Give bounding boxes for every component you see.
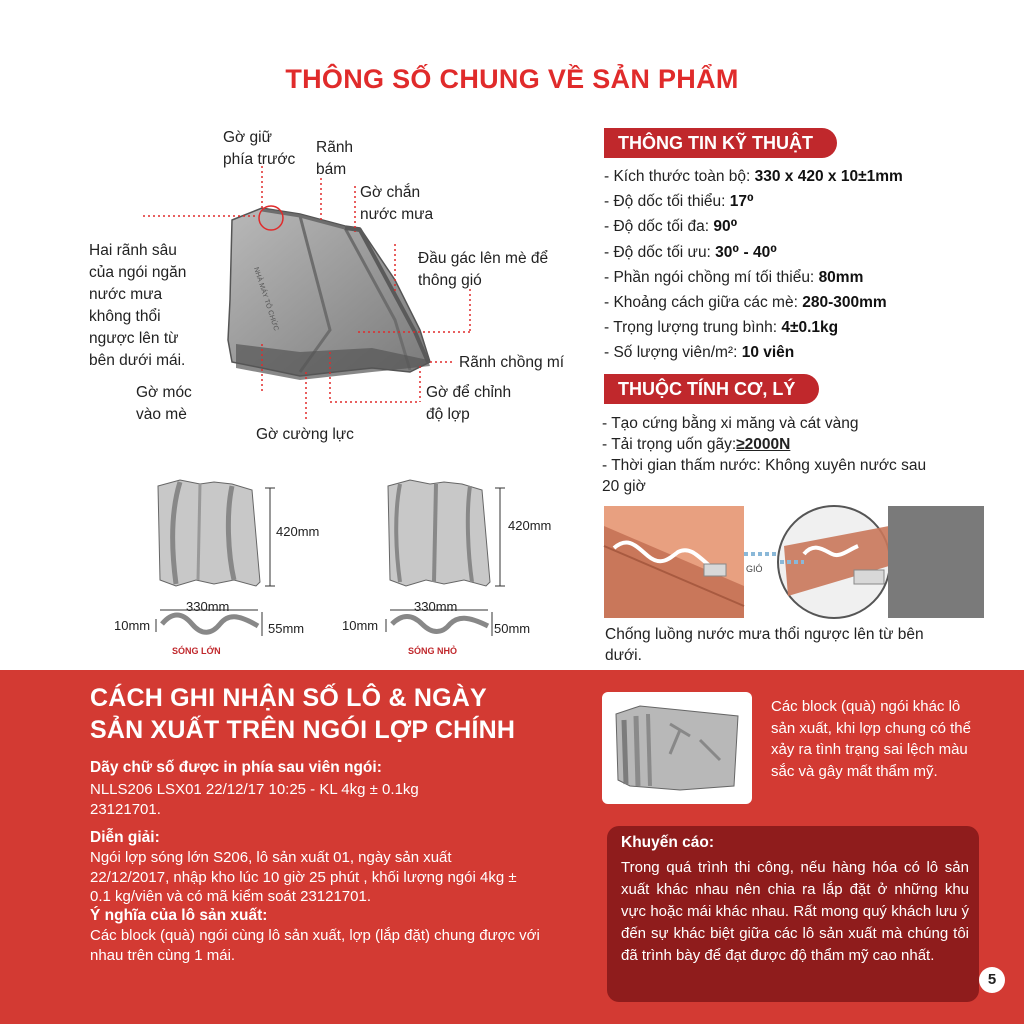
- dim-large-left: 10mm: [114, 618, 151, 633]
- prop-item: - Thời gian thấm nước: Không xuyên nước sau 20 giờ: [602, 457, 927, 495]
- spec-value: 17⁰: [729, 193, 754, 211]
- callout-line: vào mè: [136, 406, 187, 423]
- callout-go-moc: [136, 382, 192, 426]
- dim-small-right: 50mm: [494, 621, 531, 636]
- dim-large-name: SÓNG LỚN: [172, 646, 221, 656]
- callout-line: Đầu gác lên mè để: [418, 250, 549, 267]
- dim-large-right: 55mm: [268, 621, 305, 636]
- spec-value: 80mm: [818, 268, 864, 286]
- page-title: THÔNG SỐ CHUNG VỀ SẢN PHẨM: [285, 64, 739, 94]
- callout-line: nước mưa: [89, 286, 163, 303]
- prop-value: ≥2000N: [736, 436, 791, 453]
- callout-go-cuong-luc: Gờ cường lực: [256, 426, 354, 443]
- callout-dau-gac: [418, 248, 548, 292]
- advice-box: [607, 826, 979, 1002]
- spec-value: 330 x 420 x 10±1mm: [754, 168, 903, 185]
- spec-value: 90⁰: [713, 218, 738, 236]
- callout-line: phía trước: [223, 151, 296, 168]
- callout-line: nước mưa: [360, 206, 434, 223]
- lot-title-line: SẢN XUẤT TRÊN NGÓI LỢP CHÍNH: [90, 716, 516, 744]
- callout-line: bên dưới mái.: [89, 352, 186, 369]
- prop-item: [602, 434, 932, 455]
- svg-text:NHÀ MÁY TÔ CHỨC: NHÀ MÁY TÔ CHỨC: [252, 266, 280, 332]
- spec-label: - Số lượng viên/m²:: [604, 344, 742, 362]
- lot-title-line: CÁCH GHI NHẬN SỐ LÔ & NGÀY: [90, 684, 487, 712]
- callout-line: Gờ để chỉnh: [426, 384, 512, 401]
- sub-heading-printed: Dãy chữ số được in phía sau viên ngói:: [90, 759, 382, 776]
- spec-item: [604, 265, 903, 290]
- callout-line: Gờ móc: [136, 384, 192, 401]
- callout-line: của ngói ngăn: [89, 264, 187, 281]
- callout-line: Rãnh: [316, 139, 354, 156]
- callout-line: Gờ giữ: [223, 129, 272, 146]
- wind-label: GIÓ: [746, 564, 763, 574]
- wind-protection-illustration: [604, 506, 984, 618]
- spec-item: [604, 189, 903, 214]
- callout-go-chinh: [426, 382, 511, 426]
- block-note: Các block (quà) ngói khác lô sản xuất, khi lợp chung có thể xảy ra tình trạng sai lệch màu sắc và gây mất thẩm mỹ.: [771, 698, 971, 780]
- callout-hai-ranh: [89, 240, 186, 372]
- spec-item: [604, 164, 903, 189]
- dim-small-name: SÓNG NHỎ: [408, 646, 458, 656]
- advice-heading: Khuyến cáo:: [621, 834, 715, 851]
- callout-ranh-bam: [316, 137, 353, 181]
- spec-label: - Phần ngói chồng mí tối thiểu:: [604, 268, 819, 286]
- dim-small-height: 420mm: [508, 518, 552, 533]
- callout-go-chan: [360, 182, 433, 226]
- callout-line: ngược lên từ: [89, 330, 179, 347]
- callout-line: Gờ chắn: [360, 184, 421, 201]
- advice-text: Trong quá trình thi công, nếu hàng hóa có lô sản xuất khác nhau nên chia ra lắp đặt ở những khu vực hoặc mái khác nhau. Rất mong quý khách lưu ý đến sự khác biệt giữa các lô sản xuất mà chúng tôi đã trình bày để đạt được độ thẩm mỹ cao nhất.: [621, 859, 969, 964]
- spec-value: 30⁰ - 40⁰: [715, 243, 778, 261]
- mech-prop-list: [602, 413, 932, 497]
- sub-heading-explain: Diễn giải:: [90, 829, 160, 846]
- callout-go-giu: [223, 127, 295, 171]
- spec-label: - Trọng lượng trung bình:: [604, 319, 782, 337]
- wind-caption: Chống luồng nước mưa thổi ngược lên từ bên dưới.: [605, 626, 924, 664]
- spec-label: - Độ dốc tối thiểu:: [604, 193, 730, 211]
- spec-value: 280-300mm: [802, 293, 887, 311]
- spec-label: - Kích thước toàn bộ:: [604, 168, 755, 185]
- callout-line: thông gió: [418, 272, 482, 289]
- callout-line: Hai rãnh sâu: [89, 242, 177, 259]
- spec-item: [604, 315, 903, 340]
- dim-small-width: 330mm: [414, 599, 458, 614]
- prop-label: - Tải trọng uốn gãy:: [602, 436, 737, 453]
- callout-line: độ lợp: [426, 406, 470, 423]
- page-number: 5: [979, 967, 1005, 993]
- printed-code-text: NLLS206 LSX01 22/12/17 10:25 - KL 4kg ± 0.1kg 23121701.: [90, 781, 419, 818]
- spec-label: - Độ dốc tối đa:: [604, 218, 714, 236]
- callout-ranh-chong-mi: Rãnh chồng mí: [459, 354, 565, 371]
- tile-block-photo: [602, 692, 752, 804]
- prop-item: - Tạo cứng bằng xi măng và cát vàng: [602, 415, 859, 432]
- tech-heading: THÔNG TIN KỸ THUẬT: [604, 128, 837, 158]
- dim-large-height: 420mm: [276, 524, 320, 539]
- spec-label: - Độ dốc tối ưu:: [604, 243, 716, 261]
- spec-item: [604, 340, 903, 365]
- lot-title: [90, 682, 515, 746]
- dim-large-width: 330mm: [186, 599, 230, 614]
- spec-value: 4±0.1kg: [781, 319, 839, 337]
- dim-small-left: 10mm: [342, 618, 379, 633]
- spec-label: - Khoảng cách giữa các mè:: [604, 293, 803, 311]
- spec-item: [604, 240, 903, 265]
- explain-text: Ngói lợp sóng lớn S206, lô sản xuất 01, ngày sản xuất 22/12/2017, nhập kho lúc 10 giờ 25 phút , khối lượng ngói 4kg ± 0.1 kg/viên và có mã kiểm soát 23121701.: [90, 849, 517, 905]
- mech-heading: THUỘC TÍNH CƠ, LÝ: [604, 374, 819, 404]
- spec-item: [604, 290, 903, 315]
- tech-spec-list: [604, 164, 903, 366]
- meaning-text: Các block (quà) ngói cùng lô sản xuất, lợp (lắp đặt) chung được với nhau trên cùng 1 mái.: [90, 927, 540, 964]
- callout-line: bám: [316, 161, 347, 178]
- spec-item: [604, 214, 903, 239]
- callout-line: không thổi: [89, 308, 161, 325]
- sub-heading-meaning: Ý nghĩa của lô sản xuất:: [90, 907, 268, 924]
- spec-value: 10 viên: [741, 344, 795, 362]
